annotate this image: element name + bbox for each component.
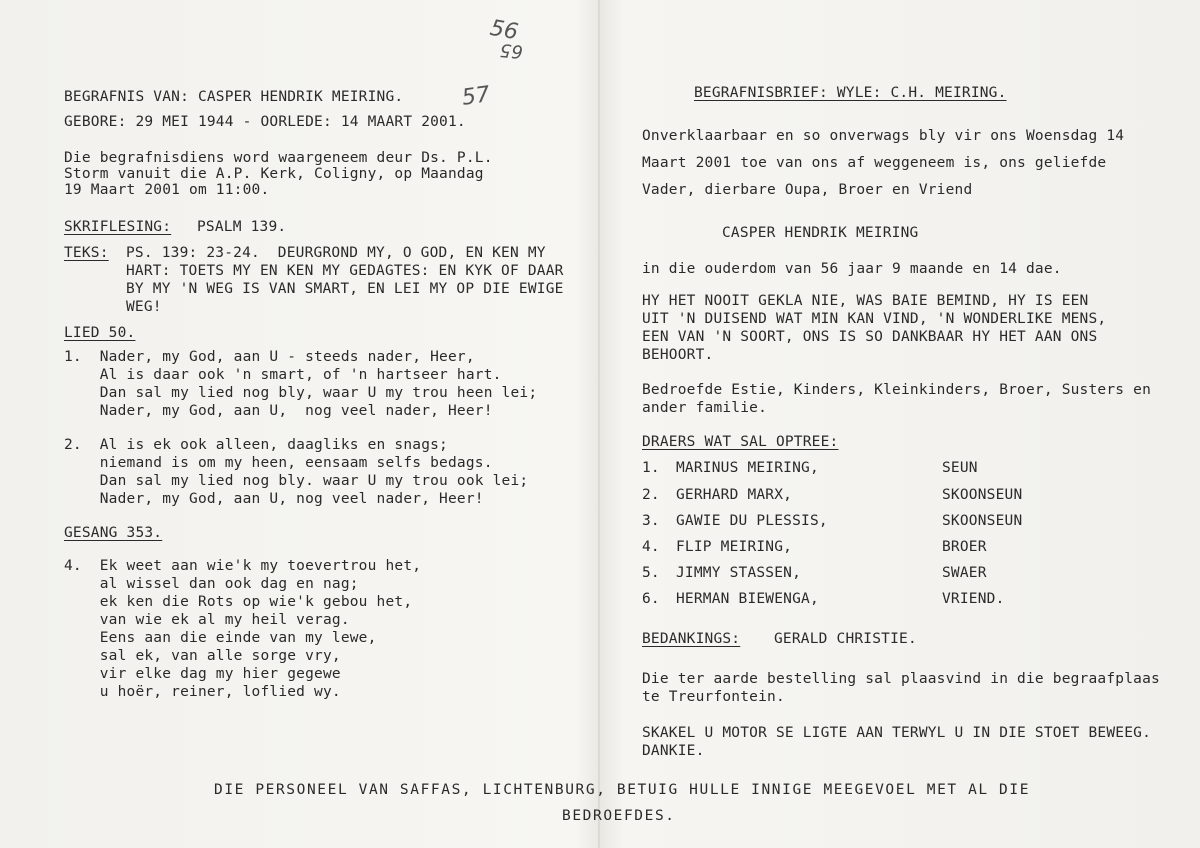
verse-line: Dan sal my lied nog bly, waar U my trou heen lei; — [64, 385, 538, 401]
lights-line: DANKIE. — [642, 743, 705, 759]
hymn-title: LIED 50. — [64, 325, 136, 341]
verse-line: 4. Ek weet aan wie'k my toevertrou het, — [64, 558, 422, 574]
bearer-name: HERMAN BIEWENGA, — [676, 591, 819, 607]
bearer-name: JIMMY STASSEN, — [676, 565, 802, 581]
bearer-number: 6. — [642, 591, 660, 607]
bearer-relation: SWAER — [942, 565, 987, 581]
footer-line: BEDROEFDES. — [562, 808, 676, 824]
handwritten-number: 65 — [499, 39, 524, 62]
thanks-value: GERALD CHRISTIE. — [774, 631, 917, 647]
bearer-name: FLIP MEIRING, — [676, 539, 793, 555]
bearer-number: 4. — [642, 539, 660, 555]
bearer-name: MARINUS MEIRING, — [676, 460, 819, 476]
mourners-line: ander familie. — [642, 400, 768, 416]
deceased-name: CASPER HENDRIK MEIRING — [722, 225, 919, 241]
verse-line: 2. Al is ek ook alleen, daagliks en snags; — [64, 437, 448, 453]
letter-title: BEGRAFNISBRIEF: WYLE: C.H. MEIRING. — [694, 85, 1007, 101]
verse-line: van wie ek al my heil verag. — [64, 612, 350, 628]
bearers-title: DRAERS WAT SAL OPTREE: — [642, 434, 839, 450]
verse-line: Eens aan die einde van my lewe, — [64, 630, 377, 646]
intro-line: Maart 2001 toe van ons af weggeneem is, ons geliefde — [642, 155, 1107, 171]
funeral-title: BEGRAFNIS VAN: CASPER HENDRIK MEIRING. — [64, 89, 404, 105]
hymn-title: GESANG 353. — [64, 525, 163, 541]
bearer-name: GERHARD MARX, — [676, 487, 793, 503]
bearer-number: 5. — [642, 565, 660, 581]
reading-value: PSALM 139. — [197, 219, 287, 235]
verse-line: Nader, my God, aan U, nog veel nader, Heer! — [64, 491, 484, 507]
service-line: 19 Maart 2001 om 11:00. — [64, 182, 270, 198]
reading-label: SKRIFLESING: — [64, 219, 172, 235]
verse-line: al wissel dan ook dag en nag; — [64, 576, 359, 592]
verse-line: u hoër, reiner, loflied wy. — [64, 684, 341, 700]
text-label: TEKS: — [64, 245, 109, 261]
bearer-relation: BROER — [942, 539, 987, 555]
lights-line: SKAKEL U MOTOR SE LIGTE AAN TERWYL U IN DIE STOET BEWEEG. — [642, 725, 1151, 741]
scripture-line: PS. 139: 23-24. DEURGROND MY, O GOD, EN KEN MY — [126, 245, 546, 261]
handwritten-number: 56 — [488, 15, 520, 46]
bearer-number: 1. — [642, 460, 660, 476]
tribute-line: UIT 'N DUISEND WAT MIN KAN VIND, 'N WONDERLIKE MENS, — [642, 311, 1107, 327]
age-line: in die ouderdom van 56 jaar 9 maande en 14 dae. — [642, 261, 1062, 277]
footer-line: DIE PERSONEEL VAN SAFFAS, LICHTENBURG, BETUIG HULLE INNIGE MEEGEVOEL MET AL DIE — [214, 782, 1031, 798]
verse-line: sal ek, van alle sorge vry, — [64, 648, 341, 664]
thanks-label: BEDANKINGS: — [642, 631, 741, 647]
tribute-line: BEHOORT. — [642, 347, 714, 363]
burial-line: Die ter aarde bestelling sal plaasvind in die begraafplaas — [642, 671, 1160, 687]
bearer-number: 2. — [642, 487, 660, 503]
verse-line: 1. Nader, my God, aan U - steeds nader, Heer, — [64, 349, 475, 365]
verse-line: ek ken die Rots op wie'k gebou het, — [64, 594, 413, 610]
bearer-relation: VRIEND. — [942, 591, 1005, 607]
verse-line: Nader, my God, aan U, nog veel nader, Heer! — [64, 403, 493, 419]
service-line: Storm vanuit die A.P. Kerk, Coligny, op Maandag — [64, 166, 484, 182]
bearer-name: GAWIE DU PLESSIS, — [676, 513, 828, 529]
tribute-line: HY HET NOOIT GEKLA NIE, WAS BAIE BEMIND, HY IS EEN — [642, 293, 1089, 309]
verse-line: niemand is om my heen, eensaam selfs bedags. — [64, 455, 493, 471]
bearer-relation: SKOONSEUN — [942, 513, 1023, 529]
tribute-line: EEN VAN 'N SOORT, ONS IS SO DANKBAAR HY HET AAN ONS — [642, 329, 1098, 345]
intro-line: Vader, dierbare Oupa, Broer en Vriend — [642, 182, 973, 198]
handwritten-number: 57 — [460, 82, 492, 111]
scripture-line: HART: TOETS MY EN KEN MY GEDAGTES: EN KYK OF DAAR — [126, 263, 564, 279]
bearer-relation: SEUN — [942, 460, 978, 476]
bearer-relation: SKOONSEUN — [942, 487, 1023, 503]
burial-line: te Treurfontein. — [642, 689, 785, 705]
scripture-line: WEG! — [126, 299, 162, 315]
verse-line: Al is daar ook 'n smart, of 'n hartseer hart. — [64, 367, 502, 383]
birth-death-dates: GEBORE: 29 MEI 1944 - OORLEDE: 14 MAART 2001. — [64, 114, 466, 130]
bearer-number: 3. — [642, 513, 660, 529]
page-fold — [598, 0, 600, 848]
mourners-line: Bedroefde Estie, Kinders, Kleinkinders, Broer, Susters en — [642, 382, 1151, 398]
service-line: Die begrafnisdiens word waargeneem deur Ds. P.L. — [64, 150, 493, 166]
intro-line: Onverklaarbaar en so onverwags bly vir ons Woensdag 14 — [642, 128, 1125, 144]
scripture-line: BY MY 'N WEG IS VAN SMART, EN LEI MY OP DIE EWIGE — [126, 281, 564, 297]
verse-line: Dan sal my lied nog bly. waar U my trou ook lei; — [64, 473, 529, 489]
verse-line: vir elke dag my hier gegewe — [64, 666, 341, 682]
